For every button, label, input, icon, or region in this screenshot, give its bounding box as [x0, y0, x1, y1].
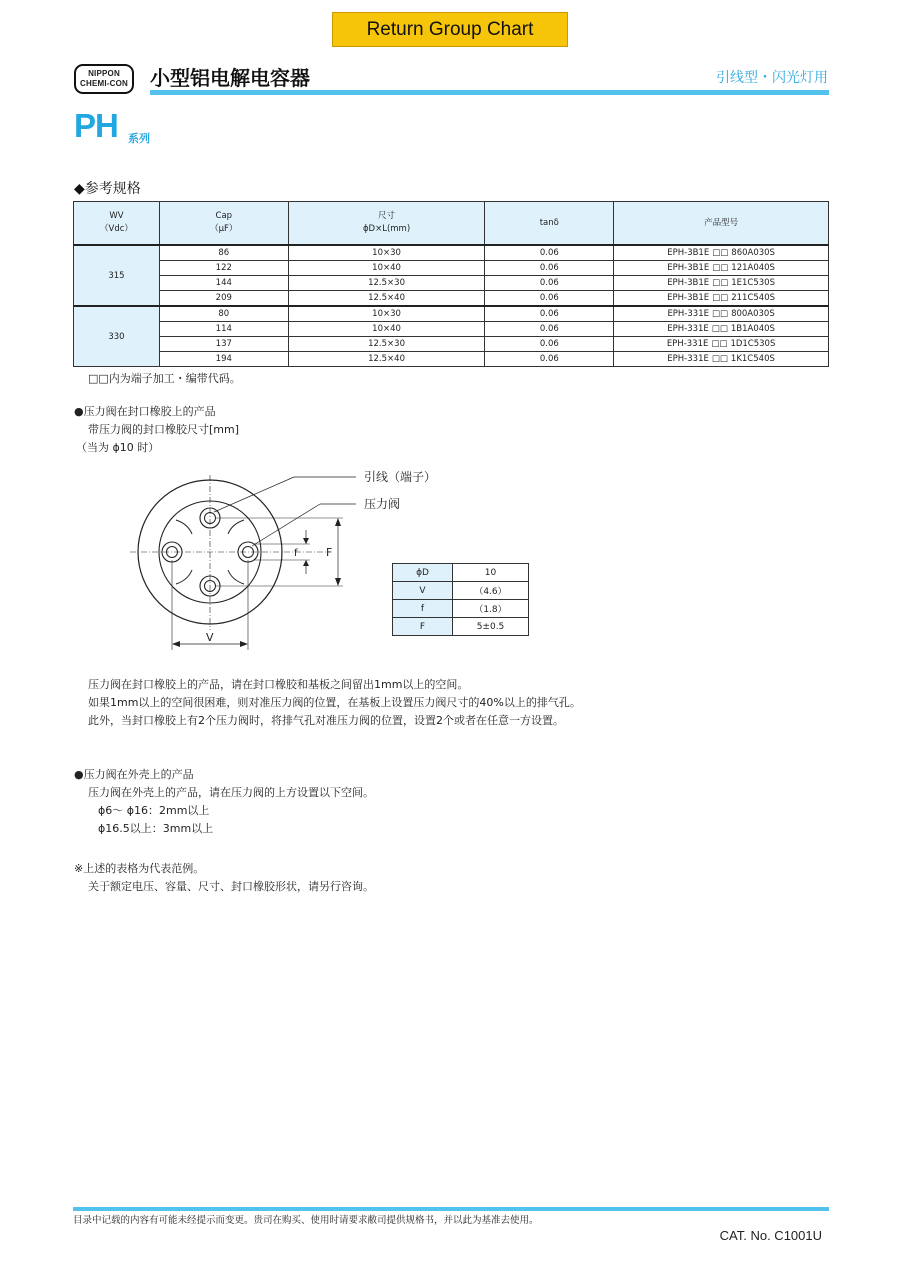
dimension-value: （1.8） — [453, 600, 529, 618]
table-row — [74, 261, 829, 276]
part-part-suffix: 1B1A040S — [730, 324, 775, 334]
cell-wv: 315 — [74, 245, 160, 306]
part-placeholder: □□ — [712, 248, 729, 258]
col-part: 产品型号 — [614, 202, 829, 246]
cell-tan: 0.06 — [485, 276, 614, 291]
table-row — [74, 306, 829, 322]
cell-size: 10×30 — [288, 245, 485, 261]
return-group-chart-button[interactable]: Return Group Chart — [332, 12, 568, 47]
cell-part — [614, 352, 829, 367]
cell-cap: 122 — [159, 261, 288, 276]
code-note: □□内为端子加工・编带代码。 — [88, 372, 241, 385]
dimension-row — [393, 564, 529, 582]
valve-seal-para3: 此外，当封口橡胶上有2个压力阀时，将排气孔对准压力阀的位置，设置2个或者在任意一方设置。 — [88, 714, 564, 727]
dimension-key: V — [393, 582, 453, 600]
valve-seal-para1: 压力阀在封口橡胶上的产品，请在封口橡胶和基板之间留出1mm以上的空间。 — [88, 678, 469, 691]
cell-cap: 86 — [159, 245, 288, 261]
col-size: 尺寸 ϕD×L(mm) — [288, 202, 485, 246]
valve-case-line2: ϕ6～ ϕ16：2mm以上 — [98, 804, 210, 817]
dimension-key: F — [393, 618, 453, 636]
cell-tan: 0.06 — [485, 337, 614, 352]
spec-table — [73, 201, 829, 367]
page-subtitle: 引线型・闪光灯用 — [716, 70, 828, 86]
col-tan: tanδ — [485, 202, 614, 246]
spec-heading: ◆参考规格 — [74, 181, 141, 197]
dimension-key: f — [393, 600, 453, 618]
part-part-prefix: EPH-3B1E — [667, 293, 710, 303]
cell-size: 10×40 — [288, 322, 485, 337]
part-placeholder: □□ — [712, 309, 729, 319]
series-suffix: 系列 — [128, 132, 150, 145]
footer-disclaimer: 目录中记载的内容有可能未经提示而变更。贵司在购买、使用时请要求敝司提供规格书，并以此为基准去使用。 — [73, 1215, 539, 1226]
part-part-prefix: EPH-331E — [667, 309, 709, 319]
table-row — [74, 276, 829, 291]
part-part-suffix: 121A040S — [731, 263, 775, 273]
col-wv: WV （Vdc） — [74, 202, 160, 246]
valve-case-heading: ●压力阀在外壳上的产品 — [74, 768, 194, 781]
label-f: f — [294, 548, 298, 559]
cell-size: 12.5×40 — [288, 291, 485, 307]
part-part-prefix: EPH-3B1E — [667, 278, 710, 288]
dimension-value: 5±0.5 — [453, 618, 529, 636]
col-cap: Cap （μF） — [159, 202, 288, 246]
cell-part — [614, 322, 829, 337]
cell-part — [614, 245, 829, 261]
cell-size: 12.5×40 — [288, 352, 485, 367]
cell-cap: 80 — [159, 306, 288, 322]
cell-tan: 0.06 — [485, 322, 614, 337]
cell-part — [614, 291, 829, 307]
catalog-number: CAT. No. C1001U — [719, 1228, 822, 1243]
part-part-prefix: EPH-331E — [667, 324, 709, 334]
footer-divider — [73, 1207, 829, 1211]
table-row — [74, 352, 829, 367]
part-part-suffix: 211C540S — [731, 293, 775, 303]
valve-seal-para2: 如果1mm以上的空间很困难，则对准压力阀的位置，在基板上设置压力阀尺寸的40%以上的排气孔。 — [88, 696, 581, 709]
table-row — [74, 291, 829, 307]
cell-cap: 194 — [159, 352, 288, 367]
part-part-suffix: 860A030S — [731, 248, 775, 258]
valve-seal-heading: ●压力阀在封口橡胶上的产品 — [74, 405, 216, 418]
part-part-prefix: EPH-3B1E — [667, 248, 710, 258]
table-row — [74, 245, 829, 261]
remarks-line2: 关于额定电压、容量、尺寸、封口橡胶形状，请另行咨询。 — [88, 880, 374, 893]
nippon-chemicon-logo — [74, 64, 134, 94]
page-title: 小型铝电解电容器 — [150, 66, 310, 90]
part-part-prefix: EPH-331E — [667, 354, 709, 364]
table-row — [74, 322, 829, 337]
cell-wv: 330 — [74, 306, 160, 367]
cell-size: 12.5×30 — [288, 337, 485, 352]
part-placeholder: □□ — [712, 293, 729, 303]
remarks-line1: ※上述的表格为代表范例。 — [74, 862, 205, 875]
part-placeholder: □□ — [711, 324, 728, 334]
part-part-suffix: 1E1C530S — [731, 278, 775, 288]
part-part-suffix: 800A030S — [731, 309, 775, 319]
cell-part — [614, 261, 829, 276]
cell-part — [614, 337, 829, 352]
dimension-key: ϕD — [393, 564, 453, 582]
logo-line1: NIPPON — [88, 69, 120, 78]
series-code: PH — [74, 107, 118, 144]
cell-cap: 209 — [159, 291, 288, 307]
cell-tan: 0.06 — [485, 291, 614, 307]
header-divider — [150, 90, 829, 95]
table-row — [74, 337, 829, 352]
valve-seal-line1: 带压力阀的封口橡胶尺寸[mm] — [88, 423, 240, 436]
dimension-value: 10 — [453, 564, 529, 582]
dimension-row — [393, 618, 529, 636]
label-lead: 引线（端子） — [364, 470, 437, 484]
cell-size: 12.5×30 — [288, 276, 485, 291]
dimension-row — [393, 600, 529, 618]
label-valve: 压力阀 — [364, 497, 401, 511]
part-part-prefix: EPH-331E — [666, 339, 709, 349]
valve-case-line1: 压力阀在外壳上的产品，请在压力阀的上方设置以下空间。 — [88, 786, 374, 799]
cell-part — [614, 306, 829, 322]
part-part-suffix: 1D1C530S — [730, 339, 776, 349]
cell-tan: 0.06 — [485, 261, 614, 276]
part-part-suffix: 1K1C540S — [730, 354, 775, 364]
cell-cap: 144 — [159, 276, 288, 291]
cell-cap: 137 — [159, 337, 288, 352]
part-placeholder: □□ — [712, 263, 729, 273]
dimension-value: （4.6） — [453, 582, 529, 600]
cell-cap: 114 — [159, 322, 288, 337]
part-placeholder: □□ — [712, 278, 729, 288]
cell-tan: 0.06 — [485, 306, 614, 322]
part-placeholder: □□ — [711, 354, 728, 364]
logo-line2: CHEMI-CON — [79, 79, 129, 88]
cell-tan: 0.06 — [485, 352, 614, 367]
cell-part — [614, 276, 829, 291]
valve-seal-line2: （当为 ϕ10 时） — [76, 441, 160, 454]
part-part-prefix: EPH-3B1E — [667, 263, 710, 273]
label-F: F — [326, 546, 333, 559]
dimension-row — [393, 582, 529, 600]
cell-size: 10×30 — [288, 306, 485, 322]
label-V: V — [206, 631, 214, 644]
valve-case-line3: ϕ16.5以上：3mm以上 — [98, 822, 214, 835]
part-placeholder: □□ — [711, 339, 728, 349]
dimension-table — [392, 563, 529, 636]
cell-tan: 0.06 — [485, 245, 614, 261]
cell-size: 10×40 — [288, 261, 485, 276]
